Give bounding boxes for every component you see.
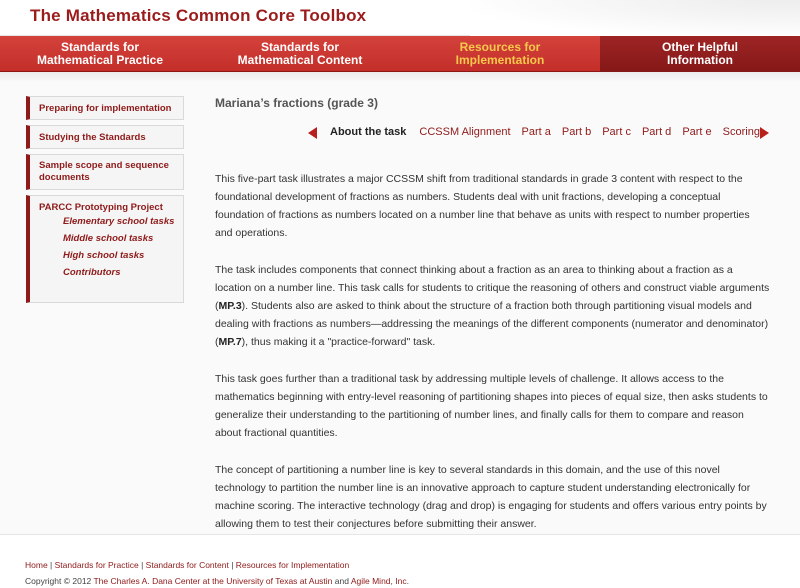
nav-line: Other Helpful	[661, 40, 738, 54]
nav-mathematical-practice[interactable]	[0, 36, 200, 72]
sidebar-item-preparing[interactable]	[26, 96, 184, 120]
site-footer	[0, 534, 800, 588]
copyright-text: and	[332, 576, 351, 586]
sidebar-subitem-elementary[interactable]: Elementary school tasks	[63, 216, 175, 227]
paragraph-challenge: This task goes further than a traditional task by addressing multiple levels of challenge. It allows access to the mathematics beginning with entry-level reasoning of partitioning shapes into pieces of equal size, then asks students to generalize their understanding to the partitioning of number lines, and finally calls for them to compare and reason about fractional quantities.	[215, 373, 768, 439]
footer-link-practice[interactable]: Standards for Practice	[54, 560, 139, 570]
tab-about-task[interactable]: About the task	[330, 126, 407, 138]
paragraph-text: ). Students also are asked to think about the structure of a fraction both through partitioning visual models and dealing with fractions as numbers—addressing the meanings of the different components (numerator and denominator) (	[215, 300, 769, 348]
sidebar-item-label: Sample scope and sequence documents	[39, 160, 169, 183]
page-title: Mariana’s fractions (grade 3)	[215, 96, 378, 110]
sidebar-item-parcc[interactable]	[26, 195, 184, 303]
practice-tag: MP.7	[218, 336, 242, 348]
prev-arrow-icon[interactable]	[308, 127, 317, 139]
tab-part-d[interactable]: Part d	[641, 126, 672, 138]
nav-line: Mathematical Content	[237, 53, 363, 67]
site-title[interactable]: The Mathematics Common Core Toolbox	[30, 6, 367, 25]
footer-link-agile-mind[interactable]: Agile Mind, Inc	[350, 576, 407, 586]
sidebar-subitem-high[interactable]: High school tasks	[63, 250, 145, 261]
footer-separator: |	[138, 560, 146, 570]
tab-part-b[interactable]: Part b	[561, 126, 592, 138]
footer-separator: |	[228, 560, 236, 570]
content-band-shadow	[0, 72, 800, 82]
next-arrow-icon[interactable]	[760, 127, 769, 139]
nav-other-information[interactable]	[600, 36, 800, 72]
paragraph-components	[215, 261, 770, 351]
site-header	[0, 0, 800, 36]
tab-part-e[interactable]: Part e	[682, 126, 712, 138]
paragraph-intro: This five-part task illustrates a major CCSSM shift from traditional standards in grade 3 content with respect to the foundational development of fractions as numbers. Students deal with unit fractions, developing a conceptual foundation of fractions as numbers located on a number line that behave as units with respect to number properties and operations.	[215, 173, 750, 239]
task-tabs	[330, 126, 771, 138]
footer-link-home[interactable]: Home	[25, 560, 48, 570]
footer-links	[25, 560, 349, 570]
sidebar-subitem-contributors[interactable]: Contributors	[63, 267, 121, 278]
task-navigation	[215, 126, 770, 142]
paragraph-group	[215, 170, 770, 559]
tab-part-c[interactable]: Part c	[602, 126, 631, 138]
sidebar-subitem-middle[interactable]: Middle school tasks	[63, 233, 154, 244]
nav-line: Mathematical Practice	[36, 53, 164, 67]
tab-part-a[interactable]: Part a	[521, 126, 551, 138]
nav-line: Standards for	[60, 40, 139, 54]
copyright-text: Copyright © 2012	[25, 576, 94, 586]
nav-line: Standards for	[260, 40, 339, 54]
footer-copyright	[25, 576, 409, 586]
nav-line: Information	[666, 53, 733, 67]
main-nav	[0, 36, 800, 72]
nav-mathematical-content[interactable]	[200, 36, 400, 72]
sidebar-item-scope-sequence[interactable]	[26, 154, 184, 190]
header-decoration	[470, 0, 800, 36]
nav-resources-implementation[interactable]	[400, 36, 600, 72]
nav-line: Resources for	[459, 40, 541, 54]
tab-ccssm-alignment[interactable]: CCSSM Alignment	[419, 126, 511, 138]
footer-link-dana-center[interactable]: The Charles A. Dana Center at the University of Texas at Austin	[93, 576, 333, 586]
sidebar-item-label: Studying the Standards	[39, 132, 146, 143]
paragraph-text: The task includes components that connect thinking about a fraction as an area to thinking about a fraction as a location on a number line. This task calls for students to critique the reasoning of others and construct viable arguments (	[215, 264, 770, 312]
footer-link-resources[interactable]: Resources for Implementation	[235, 560, 350, 570]
practice-tag: MP.3	[218, 300, 242, 312]
main-content	[215, 96, 770, 559]
copyright-text: .	[406, 576, 409, 586]
footer-link-content[interactable]: Standards for Content	[145, 560, 229, 570]
tab-scoring[interactable]: Scoring	[722, 126, 760, 138]
sidebar-item-label: PARCC Prototyping Project	[39, 202, 163, 213]
sidebar-item-studying[interactable]	[26, 125, 184, 149]
paragraph-text: ), thus making it a "practice-forward" task.	[241, 336, 436, 348]
sidebar-item-label: Preparing for implementation	[39, 103, 172, 114]
footer-separator: |	[47, 560, 55, 570]
sidebar	[26, 96, 184, 308]
paragraph-technology: The concept of partitioning a number line is key to several standards in this domain, and the use of this novel technology to partition the number line is an innovative approach to capture student understanding electronically for machine scoring. The interactive technology (drag and drop) is engaging for students and offers various entry points by allowing them to test their conjectures before submitting their answer.	[215, 464, 767, 530]
nav-line: Implementation	[455, 53, 545, 67]
